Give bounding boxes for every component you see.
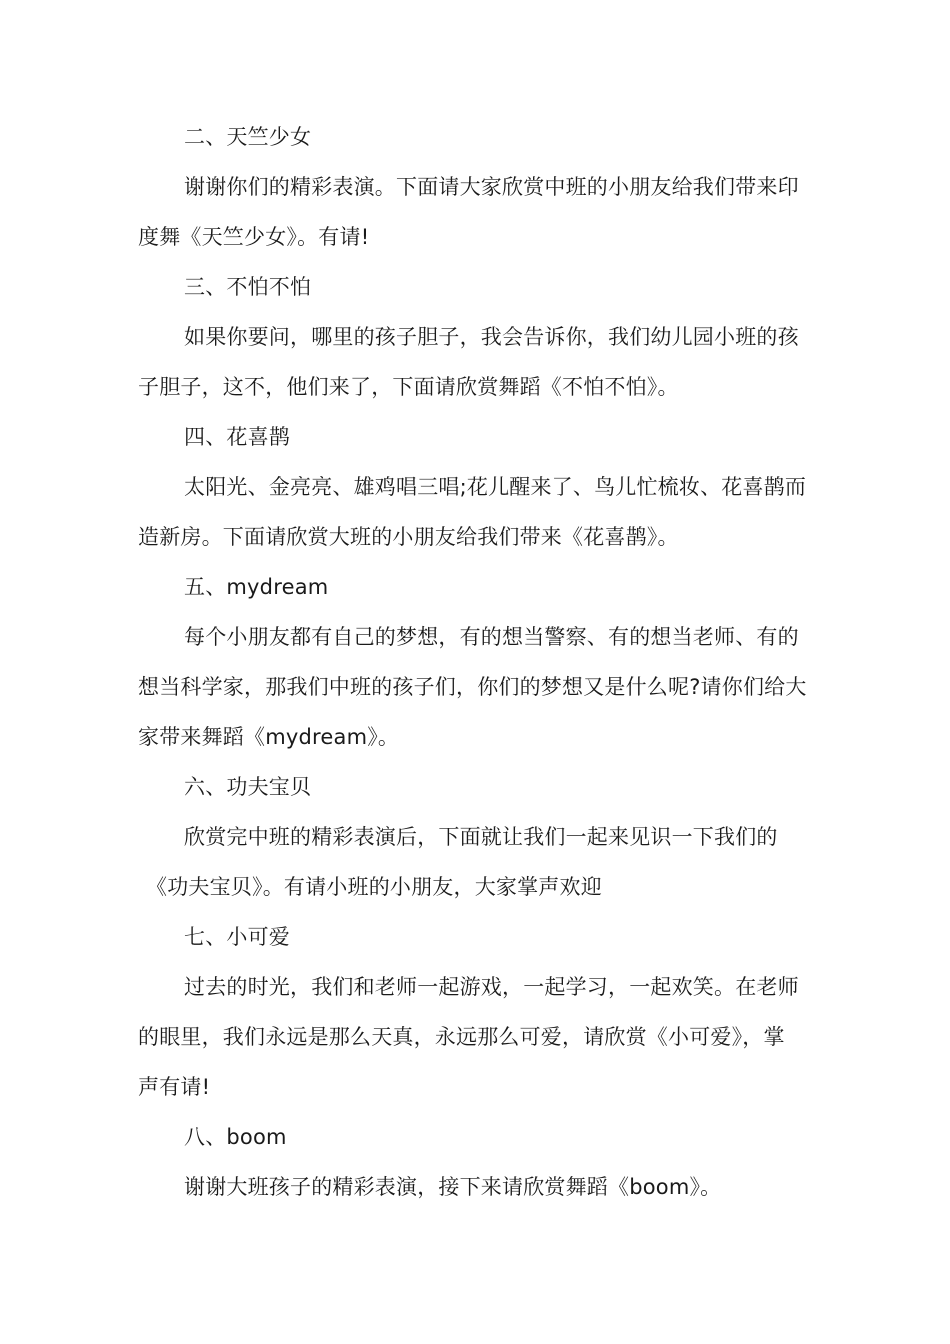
section-heading: 三、不怕不怕 (184, 275, 312, 299)
section-heading: 七、小可爱 (184, 925, 290, 949)
paragraph-line: 太阳光、金亮亮、雄鸡唱三唱;花儿醒来了、鸟儿忙梳妆、花喜鹊而 (184, 475, 807, 499)
paragraph-line: 度舞《天竺少女》。有请! (138, 225, 370, 249)
document-body (138, 112, 818, 1212)
section-heading: 四、花喜鹊 (184, 425, 290, 449)
paragraph-line: 声有请! (138, 1075, 211, 1099)
section-heading: 六、功夫宝贝 (184, 775, 312, 799)
paragraph-line: 造新房。下面请欣赏大班的小朋友给我们带来《花喜鹊》。 (138, 525, 679, 549)
paragraph-line: 谢谢你们的精彩表演。下面请大家欣赏中班的小朋友给我们带来印 (184, 175, 799, 199)
paragraph-line: 想当科学家，那我们中班的孩子们，你们的梦想又是什么呢?请你们给大 (138, 675, 807, 699)
paragraph-line: 的眼里，我们永远是那么天真，永远那么可爱，请欣赏《小可爱》，掌 (138, 1025, 785, 1049)
paragraph-line: 如果你要问，哪里的孩子胆子，我会告诉你，我们幼儿园小班的孩 (184, 325, 799, 349)
paragraph-line: 子胆子，这不，他们来了，下面请欣赏舞蹈《不怕不怕》。 (138, 375, 679, 399)
section-heading: 五、mydream (184, 575, 329, 599)
paragraph-line: 欣赏完中班的精彩表演后，下面就让我们一起来见识一下我们的 (184, 825, 778, 849)
paragraph-line: 《功夫宝贝》。有请小班的小朋友，大家掌声欢迎 (146, 875, 602, 899)
section-heading: 八、boom (184, 1125, 287, 1149)
paragraph-line: 过去的时光，我们和老师一起游戏，一起学习，一起欢笑。在老师 (184, 975, 799, 999)
section-heading: 二、天竺少女 (184, 125, 312, 149)
paragraph-line: 谢谢大班孩子的精彩表演，接下来请欣赏舞蹈《boom》。 (184, 1175, 722, 1199)
paragraph-line: 家带来舞蹈《mydream》。 (138, 725, 400, 749)
paragraph-line: 每个小朋友都有自己的梦想，有的想当警察、有的想当老师、有的 (184, 625, 799, 649)
